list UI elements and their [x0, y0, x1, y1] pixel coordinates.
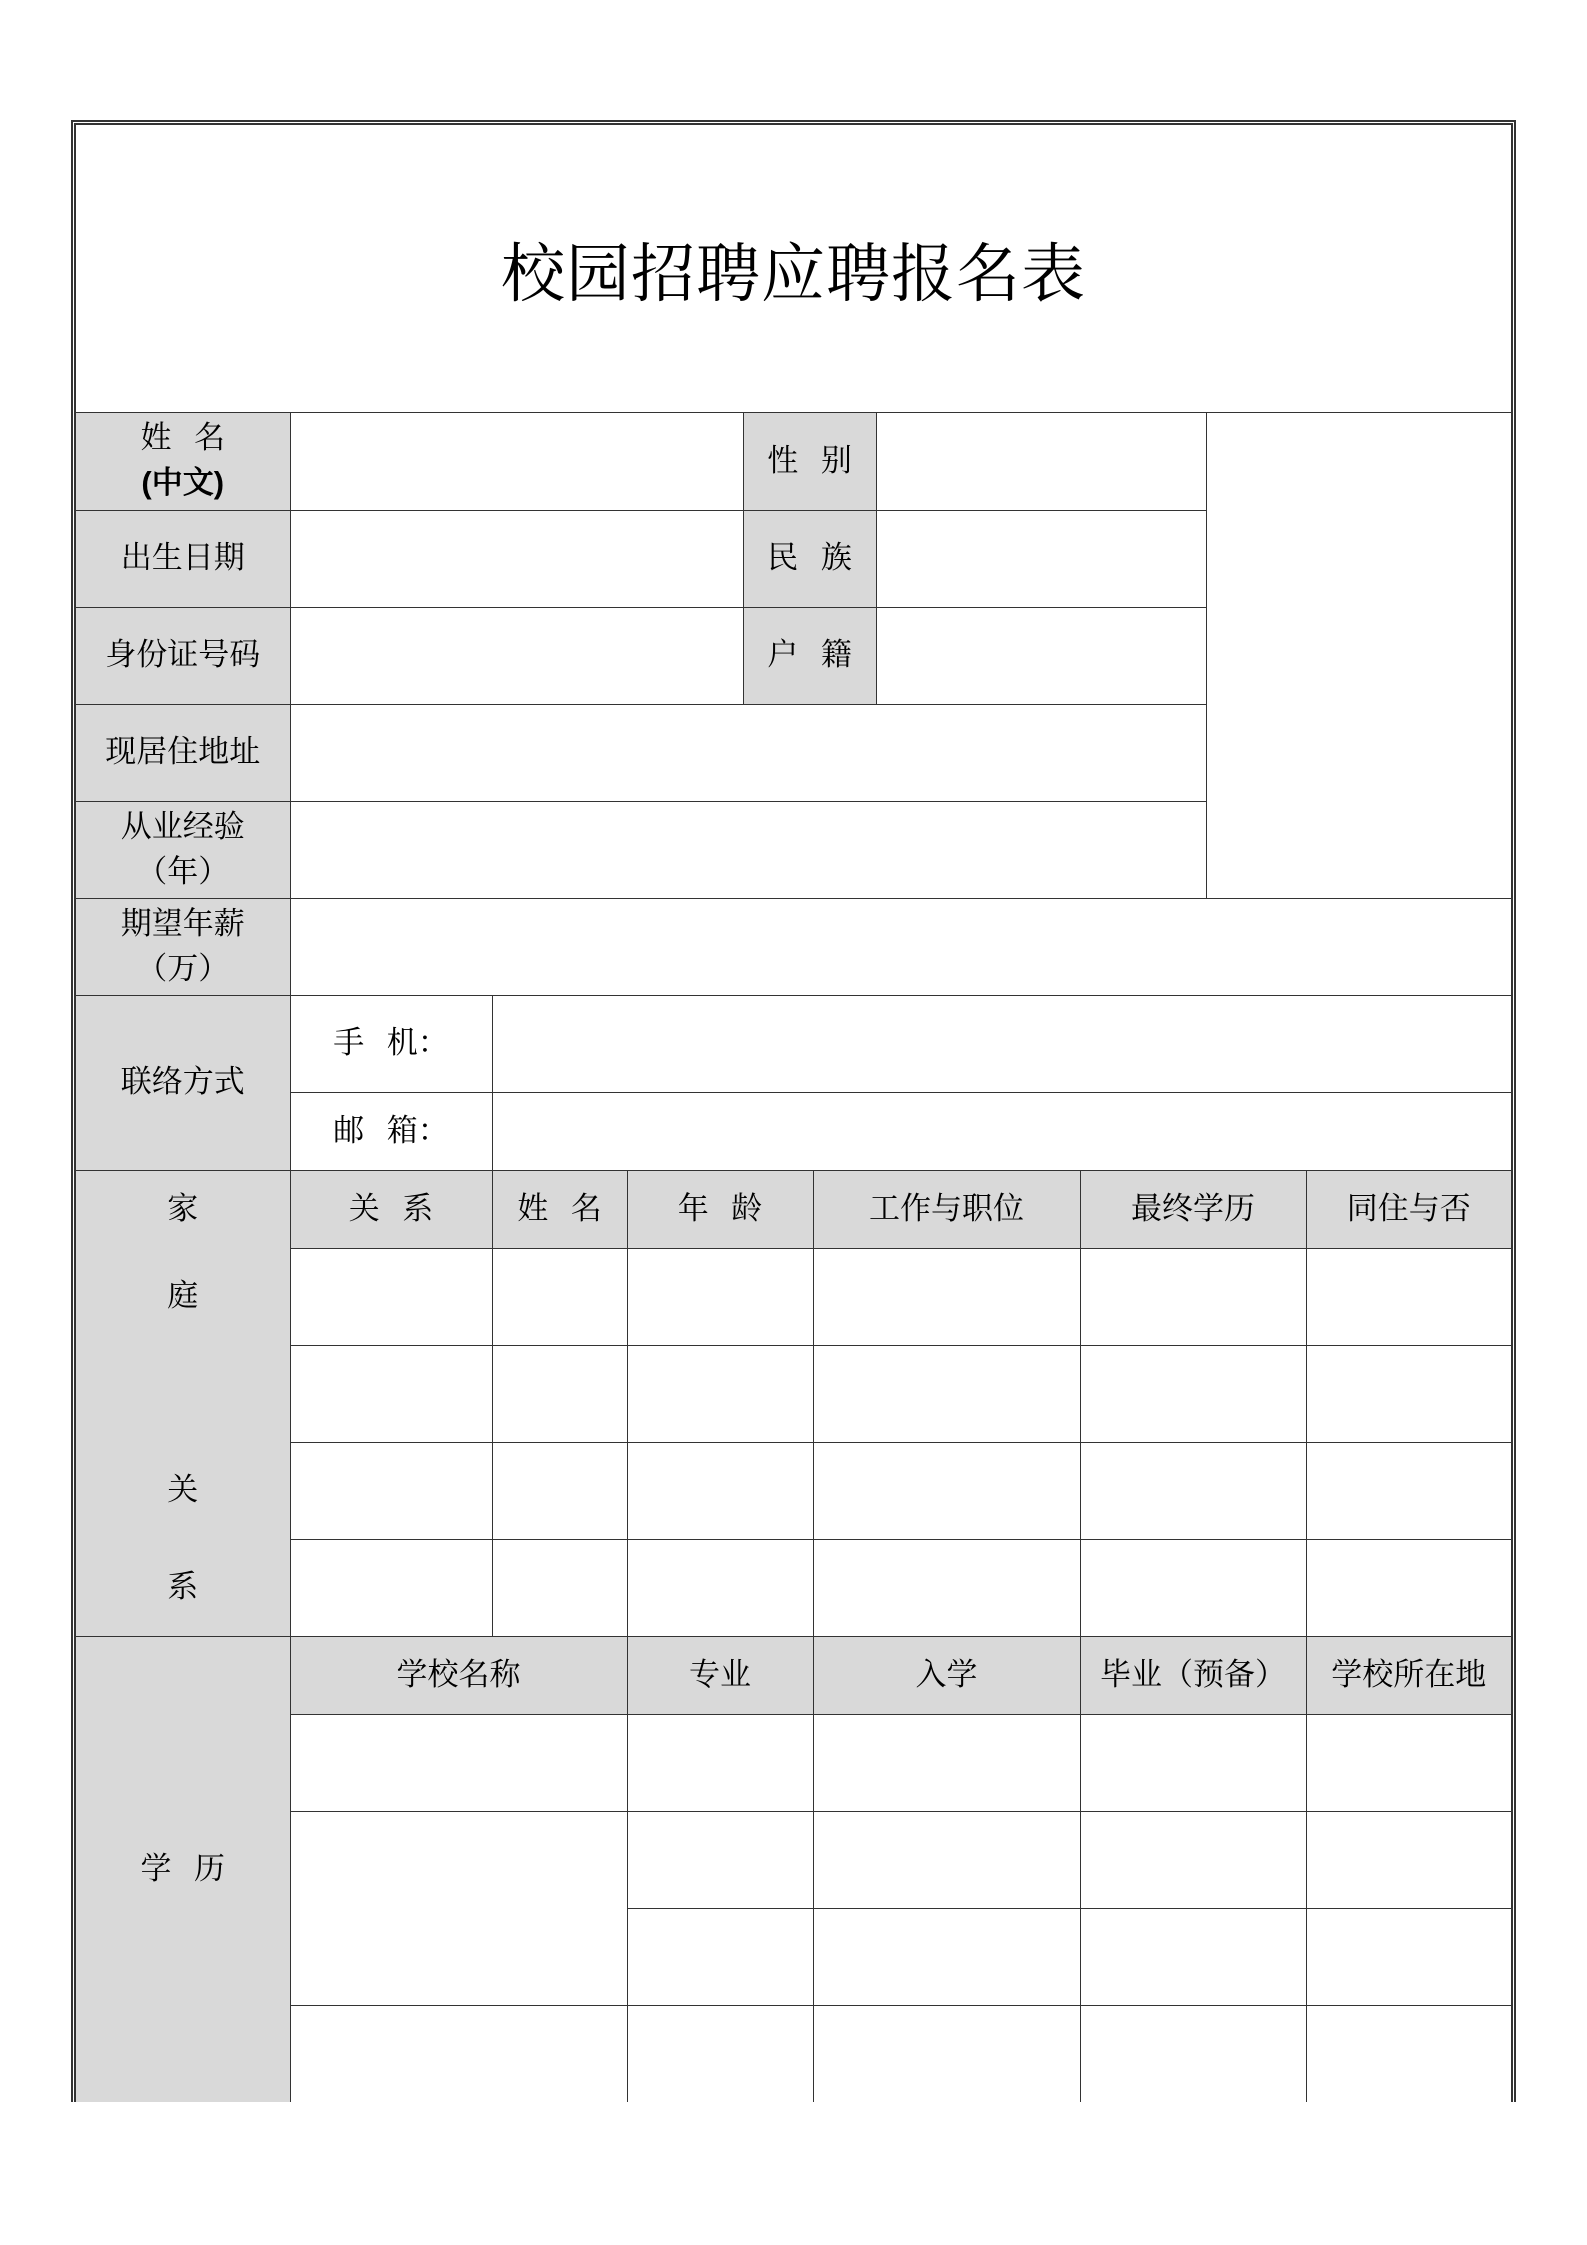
family-row	[76, 1248, 1511, 1345]
education-enroll-cell[interactable]	[813, 2005, 1080, 2102]
family-cohabit-cell[interactable]	[1306, 1345, 1511, 1442]
education-enroll-cell[interactable]	[813, 1811, 1080, 1908]
family-education-cell[interactable]	[1080, 1539, 1306, 1636]
address-label: 现居住地址	[76, 704, 290, 801]
family-name-cell[interactable]	[492, 1248, 627, 1345]
ethnicity-field[interactable]	[876, 510, 1206, 607]
family-job-cell[interactable]	[813, 1248, 1080, 1345]
phone-field[interactable]	[492, 995, 1511, 1092]
family-col-name: 姓 名	[492, 1170, 627, 1248]
birth-date-field[interactable]	[290, 510, 743, 607]
family-relation-cell[interactable]	[290, 1248, 492, 1345]
application-form	[71, 120, 1516, 2102]
family-age-cell[interactable]	[627, 1248, 813, 1345]
expected-salary-label	[76, 898, 290, 995]
education-school-cell[interactable]	[290, 1811, 627, 2005]
family-row	[76, 1345, 1511, 1442]
family-side-label: 家	[76, 1170, 290, 1248]
family-job-cell[interactable]	[813, 1539, 1080, 1636]
name-label-note: (中文)	[141, 465, 225, 501]
address-field[interactable]	[290, 704, 1206, 801]
education-row	[76, 1714, 1511, 1811]
family-row	[76, 1442, 1511, 1539]
family-side-label: 系	[76, 1539, 290, 1636]
education-col-location: 学校所在地	[1306, 1636, 1511, 1714]
photo-area[interactable]	[1206, 413, 1511, 898]
family-relation-cell[interactable]	[290, 1442, 492, 1539]
family-cohabit-cell[interactable]	[1306, 1248, 1511, 1345]
family-col-education: 最终学历	[1080, 1170, 1306, 1248]
gender-field[interactable]	[876, 413, 1206, 510]
expected-salary-label-text: 期望年薪	[120, 905, 245, 941]
education-location-cell[interactable]	[1306, 1908, 1511, 2005]
name-field[interactable]	[290, 413, 743, 510]
family-side-label: 庭	[76, 1248, 290, 1345]
salary-row	[76, 898, 1511, 995]
family-row	[76, 1539, 1511, 1636]
family-col-age: 年 龄	[627, 1170, 813, 1248]
family-header-row	[76, 1170, 1511, 1248]
experience-label-unit: （年）	[136, 853, 230, 889]
id-number-field[interactable]	[290, 607, 743, 704]
education-major-cell[interactable]	[627, 1714, 813, 1811]
form-table	[76, 413, 1511, 2102]
family-relation-cell[interactable]	[290, 1345, 492, 1442]
education-school-cell[interactable]	[290, 1714, 627, 1811]
experience-field[interactable]	[290, 801, 1206, 898]
expected-salary-label-unit: （万）	[136, 950, 230, 986]
family-cohabit-cell[interactable]	[1306, 1539, 1511, 1636]
family-col-cohabit: 同住与否	[1306, 1170, 1511, 1248]
phone-label: 手 机：	[290, 995, 492, 1092]
education-row	[76, 2005, 1511, 2102]
family-name-cell[interactable]	[492, 1442, 627, 1539]
family-side-spacer	[76, 1345, 290, 1442]
form-title: 校园招聘应聘报名表	[76, 125, 1511, 413]
education-col-school: 学校名称	[290, 1636, 627, 1714]
name-row	[76, 413, 1511, 510]
family-relation-cell[interactable]	[290, 1539, 492, 1636]
family-name-cell[interactable]	[492, 1539, 627, 1636]
hukou-label: 户 籍	[743, 607, 876, 704]
id-number-label: 身份证号码	[76, 607, 290, 704]
education-side-label: 学 历	[76, 1636, 290, 2102]
family-job-cell[interactable]	[813, 1442, 1080, 1539]
experience-label-text: 从业经验	[120, 808, 245, 844]
education-enroll-cell[interactable]	[813, 1908, 1080, 2005]
birth-date-label: 出生日期	[76, 510, 290, 607]
education-row	[76, 1811, 1511, 1908]
education-major-cell[interactable]	[627, 2005, 813, 2102]
education-col-major: 专业	[627, 1636, 813, 1714]
education-location-cell[interactable]	[1306, 1811, 1511, 1908]
family-job-cell[interactable]	[813, 1345, 1080, 1442]
email-row	[76, 1092, 1511, 1170]
family-age-cell[interactable]	[627, 1539, 813, 1636]
education-col-enroll: 入学	[813, 1636, 1080, 1714]
education-graduate-cell[interactable]	[1080, 2005, 1306, 2102]
hukou-field[interactable]	[876, 607, 1206, 704]
gender-label: 性 别	[743, 413, 876, 510]
experience-label	[76, 801, 290, 898]
family-name-cell[interactable]	[492, 1345, 627, 1442]
family-side-label: 关	[76, 1442, 290, 1539]
education-enroll-cell[interactable]	[813, 1714, 1080, 1811]
education-location-cell[interactable]	[1306, 2005, 1511, 2102]
education-graduate-cell[interactable]	[1080, 1908, 1306, 2005]
email-field[interactable]	[492, 1092, 1511, 1170]
name-label	[76, 413, 290, 510]
phone-row	[76, 995, 1511, 1092]
family-education-cell[interactable]	[1080, 1345, 1306, 1442]
education-location-cell[interactable]	[1306, 1714, 1511, 1811]
family-education-cell[interactable]	[1080, 1248, 1306, 1345]
contact-label: 联络方式	[76, 995, 290, 1170]
ethnicity-label: 民 族	[743, 510, 876, 607]
education-col-graduate: 毕业（预备）	[1080, 1636, 1306, 1714]
expected-salary-field[interactable]	[290, 898, 1511, 995]
family-age-cell[interactable]	[627, 1345, 813, 1442]
family-cohabit-cell[interactable]	[1306, 1442, 1511, 1539]
family-col-relation: 关 系	[290, 1170, 492, 1248]
education-major-cell[interactable]	[627, 1811, 813, 1908]
family-age-cell[interactable]	[627, 1442, 813, 1539]
education-graduate-cell[interactable]	[1080, 1811, 1306, 1908]
family-education-cell[interactable]	[1080, 1442, 1306, 1539]
education-major-cell[interactable]	[627, 1908, 813, 2005]
email-label: 邮 箱：	[290, 1092, 492, 1170]
name-label-text: 姓 名	[140, 420, 226, 456]
education-graduate-cell[interactable]	[1080, 1714, 1306, 1811]
family-col-job: 工作与职位	[813, 1170, 1080, 1248]
education-school-cell[interactable]	[290, 2005, 627, 2102]
education-header-row	[76, 1636, 1511, 1714]
